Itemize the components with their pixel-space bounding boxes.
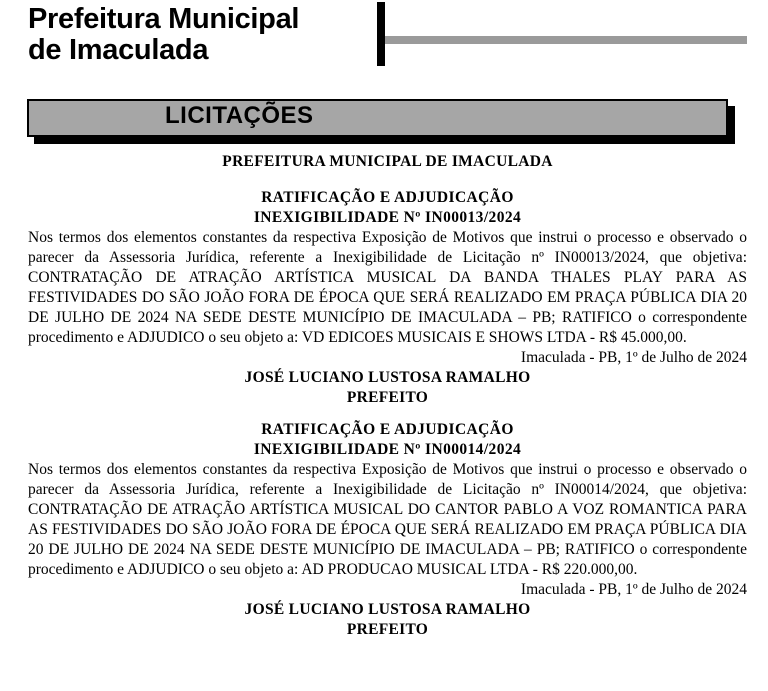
notice-subtitle: INEXIGIBILIDADE Nº IN00013/2024 [253,209,522,226]
masthead-line-1: Prefeitura Municipal [28,3,300,35]
masthead-line-2: de Imaculada [28,34,209,66]
notice-signer: JOSÉ LUCIANO LUSTOSA RAMALHO [244,601,531,618]
masthead-horizontal-rule [385,36,747,44]
section-banner-box [27,99,728,137]
notice-1 [28,188,747,408]
notice-body: Nos termos dos elementos constantes da respectiva Exposição de Motivos que instrui o processo e observado o parecer da Assessoria Jurídica, referente a Inexigibilidade de Licitação nº IN00013/2024, que objetiva: CONTRATAÇÃO DE ATRAÇÃO ARTÍSTICA MUSICAL DA BANDA THALES PLAY PARA AS FESTIVIDADES DO SÃO JOÃO FORA DE ÉPOCA QUE SERÁ REALIZADO EM PRAÇA PÚBLICA DIA 20 DE JULHO DE 2024 NA SEDE DESTE MUNICÍPIO DE IMACULADA – PB; RATIFICO o correspondente procedimento e ADJUDICO o seu objeto a: VD EDICOES MUSICAIS E SHOWS LTDA - R$ 45.000,00. [28,229,747,346]
notice-role: PREFEITO [346,621,429,638]
notice-2 [28,420,747,640]
organization-heading: PREFEITURA MUNICIPAL DE IMACULADA [222,153,553,170]
notice-date: Imaculada - PB, 1º de Julho de 2024 [520,349,747,366]
document-content [28,152,747,640]
masthead-title [28,4,299,66]
notice-role: PREFEITO [346,389,429,406]
masthead-vertical-rule [377,2,385,66]
section-label: LICITAÇÕES [165,102,314,129]
notice-body: Nos termos dos elementos constantes da respectiva Exposição de Motivos que instrui o processo e observado o parecer da Assessoria Jurídica, referente a Inexigibilidade de Licitação nº IN00014/2024, que objetiva: CONTRATAÇÃO DE ATRAÇÃO ARTÍSTICA MUSICAL DO CANTOR PABLO A VOZ ROMANTICA PARA AS FESTIVIDADES DO SÃO JOÃO FORA DE ÉPOCA QUE SERÁ REALIZADO EM PRAÇA PÚBLICA DIA 20 DE JULHO DE 2024 NA SEDE DESTE MUNICÍPIO DE IMACULADA – PB; RATIFICO o correspondente procedimento e ADJUDICO o seu objeto a: AD PRODUCAO MUSICAL LTDA - R$ 220.000,00. [28,461,747,578]
notice-title: RATIFICAÇÃO E ADJUDICAÇÃO [261,189,514,206]
notice-subtitle: INEXIGIBILIDADE Nº IN00014/2024 [253,441,522,458]
section-banner [27,99,728,137]
notice-signer: JOSÉ LUCIANO LUSTOSA RAMALHO [244,369,531,386]
notice-date: Imaculada - PB, 1º de Julho de 2024 [520,581,747,598]
notice-title: RATIFICAÇÃO E ADJUDICAÇÃO [261,421,514,438]
